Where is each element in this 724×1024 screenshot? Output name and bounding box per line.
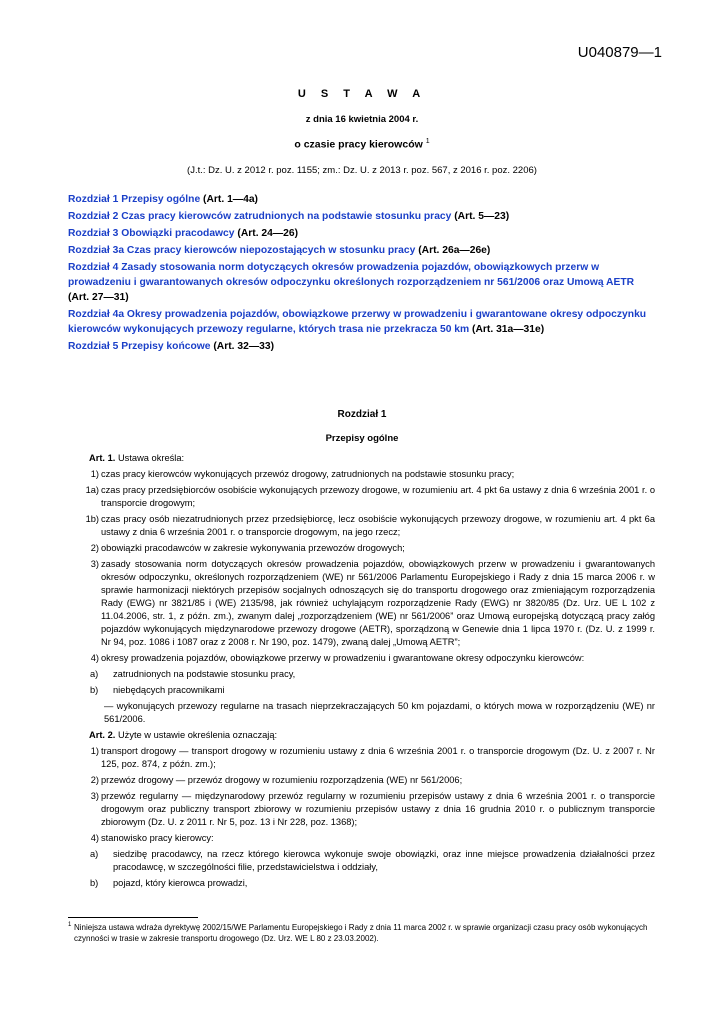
toc-art-range: (Art. 32—33) (213, 341, 275, 352)
item-number: 2) (90, 775, 99, 785)
item-text: przewóz regularny — międzynarodowy przewóz regularny w rozumieniu przepisów ustawy z dnia 6 września 2001 r. o transporcie drogowym oraz publiczny transport zbiorowy w rozumieniu przepisów ustawy z dnia 16 grudnia 2010 r. o publicznym transporcie zbiorowym (Dz. U. z 2011 r. Nr 5, poz. 13 i Nr 228, poz. 1368); (101, 791, 655, 827)
toc-link[interactable]: Rozdział 3 Obowiązki pracodawcy (68, 228, 235, 239)
sub-item (80, 877, 655, 890)
consolidated-text-ref: (J.t.: Dz. U. z 2012 r. poz. 1155; zm.: Dz. U. z 2013 r. poz. 567, z 2016 r. poz. 2206) (187, 165, 537, 176)
act-title: U S T A W A (297, 88, 427, 100)
footnote (68, 922, 658, 944)
toc-link[interactable]: Rozdział 4 Zasady stosowania norm dotyczących okresów prowadzenia pojazdów, obowiązkowych przerw w prowadzeniu i gwarantowanych okresów odpoczynku określonych rozporządzeniem nr 561/2006 oraz Umową AETR (68, 262, 635, 288)
toc-item (68, 226, 658, 241)
toc-link[interactable]: Rozdział 3a Czas pracy kierowców niepozostających w stosunku pracy (68, 245, 416, 256)
item-number: 4) (90, 833, 99, 843)
item-text: okresy prowadzenia pojazdów, obowiązkowe przerwy w prowadzeniu i gwarantowane okresy odpoczynku kierowców: (101, 653, 585, 663)
document-body (80, 452, 655, 893)
toc-art-range: (Art. 5—23) (454, 211, 510, 222)
item-text: przewóz drogowy — przewóz drogowy w rozumieniu rozporządzenia (WE) nr 561/2006; (101, 775, 463, 785)
footnote-ref[interactable]: 1 (425, 138, 430, 145)
sub-item-text: siedzibę pracodawcy, na rzecz którego kierowca wykonuje swoje obowiązki, oraz inne miejsce prowadzenia działalności przez pracodawcę, w szczególności filie, przedstawicielstwa i oddziały, (113, 849, 655, 872)
article-intro-text: Użyte w ustawie określenia oznaczają: (117, 730, 278, 740)
article-label: Art. 2. (89, 730, 116, 740)
list-item (80, 513, 655, 539)
chapter-heading: Rozdział 1 (337, 409, 387, 420)
item-number: 1) (90, 746, 99, 756)
item-text: czas pracy przedsiębiorców osobiście wykonujących przewozy drogowe, w rozumieniu art. 4 pkt 6a ustawy z dnia 6 września 2001 r. o transporcie drogowym; (101, 485, 655, 508)
toc-item (68, 339, 658, 354)
item-number: 1b) (85, 514, 99, 524)
list-item (80, 652, 655, 665)
footnote-divider (68, 917, 198, 918)
document-id: U040879—1 (577, 44, 662, 61)
toc-art-range: (Art. 26a—26e) (418, 245, 491, 256)
toc-item (68, 209, 658, 224)
article-2-intro (80, 729, 655, 742)
toc-art-range: (Art. 24—26) (237, 228, 299, 239)
article-label: Art. 1. (89, 453, 116, 463)
item-number: 3) (90, 559, 99, 569)
toc-item (68, 307, 658, 337)
subject-text: o czasie pracy kierowców (294, 138, 423, 151)
article-intro-text: Ustawa określa: (117, 453, 185, 463)
footnote-number: 1 (68, 922, 72, 928)
toc-art-range: (Art. 31a—31e) (472, 324, 545, 335)
dash-closing: — wykonujących przewozy regularne na trasach nieprzekraczających 50 km pojazdami, o których mowa w rozporządzeniu (WE) nr 561/2006. (104, 701, 655, 724)
footnote-text: Niniejsza ustawa wdraża dyrektywę 2002/15/WE Parlamentu Europejskiego i Rady z dnia 11 marca 2002 r. w sprawie organizacji czasu pracy osób wykonujących czynności w trasie w zakresie transportu drogowego (Dz. Urz. WE L 80 z 23.03.2002). (74, 923, 648, 943)
toc-item (68, 192, 658, 207)
toc-link[interactable]: Rozdział 1 Przepisy ogólne (68, 194, 201, 205)
sub-item (80, 684, 655, 697)
item-text: czas pracy kierowców wykonujących przewóz drogowy, zatrudnionych na podstawie stosunku pracy; (101, 469, 515, 479)
sub-item-text: niebędących pracownikami (113, 685, 225, 695)
item-text: zasady stosowania norm dotyczących okresów prowadzenia pojazdów, obowiązkowych przerw w prowadzeniu i gwarantowanych okresów odpoczynku, określonych rozporządzeniem (WE) nr 561/2006 Parlamentu Europejskiego i Rady z dnia 15 marca 2006 r. w sprawie harmonizacji niektórych przepisów socjalnych odnoszących się do transportu drogowego oraz zmieniającym rozporządzenia Rady (EWG) nr 3821/85 i (WE) 2135/98, jak również uchylającym rozporządzenie Rady (EWG) nr 3820/85 (Dz. Urz. UE L 102 z 11.04.2006, str. 1, z późn. zm.), zwanym dalej „rozporządzeniem (WE) nr 561/2006” oraz Umową europejską dotyczącą pracy załóg pojazdów wykonujących międzynarodowe przewozy drogowe (AETR), sporządzoną w Genewie dnia 1 lipca 1970 r. (Dz. U. z 1999 r. Nr 94, poz. 1086 i 1087 oraz z 2008 r. Nr 190, poz. 1479), zwaną dalej „Umową AETR”; (101, 559, 655, 647)
sub-item (80, 668, 655, 681)
sub-item (80, 848, 655, 874)
toc-item (68, 260, 658, 305)
list-item (80, 484, 655, 510)
item-number: 3) (90, 791, 99, 801)
item-number: 1) (90, 469, 99, 479)
toc-link[interactable]: Rozdział 2 Czas pracy kierowców zatrudnionych na podstawie stosunku pracy (68, 211, 452, 222)
sub-item-letter: b) (90, 685, 99, 695)
sub-item-letter: b) (90, 878, 99, 888)
list-item (80, 468, 655, 481)
item-text: obowiązki pracodawców w zakresie wykonywania przewozów drogowych; (101, 543, 405, 553)
item-text: stanowisko pracy kierowcy: (101, 833, 214, 843)
item-number: 1a) (85, 485, 99, 495)
act-subject (0, 138, 724, 151)
list-item (80, 745, 655, 771)
act-date: z dnia 16 kwietnia 2004 r. (305, 114, 419, 125)
table-of-contents (68, 192, 658, 356)
list-item (80, 774, 655, 787)
article-1-intro (80, 452, 655, 465)
toc-art-range: (Art. 27—31) (68, 292, 129, 303)
sub-item-text: zatrudnionych na podstawie stosunku pracy, (113, 669, 296, 679)
toc-art-range: (Art. 1—4a) (203, 194, 258, 205)
toc-link[interactable]: Rozdział 5 Przepisy końcowe (68, 341, 211, 352)
toc-link[interactable]: Rozdział 4a Okresy prowadzenia pojazdów, obowiązkowe przerwy w prowadzeniu i gwarantowane okresy odpoczynku kierowców wykonujących przewozy regularne, których trasa nie przekracza 50 km (68, 309, 647, 335)
item-number: 4) (90, 653, 99, 663)
sub-item-letter: a) (90, 669, 99, 679)
chapter-title: Przepisy ogólne (325, 433, 399, 444)
list-item (80, 790, 655, 829)
item-text: transport drogowy — transport drogowy w rozumieniu ustawy z dnia 6 września 2001 r. o transporcie drogowym (Dz. U. z 2007 r. Nr 125, poz. 874, z późn. zm.); (101, 746, 655, 769)
sub-item-letter: a) (90, 849, 99, 859)
item-number: 2) (90, 543, 99, 553)
item-text: czas pracy osób niezatrudnionych przez przedsiębiorcę, lecz osobiście wykonujących przewozy drogowe, w rozumieniu art. 4 pkt 6a ustawy z dnia 6 września 2001 r. o transporcie drogowym, na jego rzecz; (101, 514, 655, 537)
list-item (80, 832, 655, 845)
toc-item (68, 243, 658, 258)
list-item (80, 542, 655, 555)
sub-item-text: pojazd, który kierowca prowadzi, (113, 878, 248, 888)
list-item (80, 558, 655, 649)
